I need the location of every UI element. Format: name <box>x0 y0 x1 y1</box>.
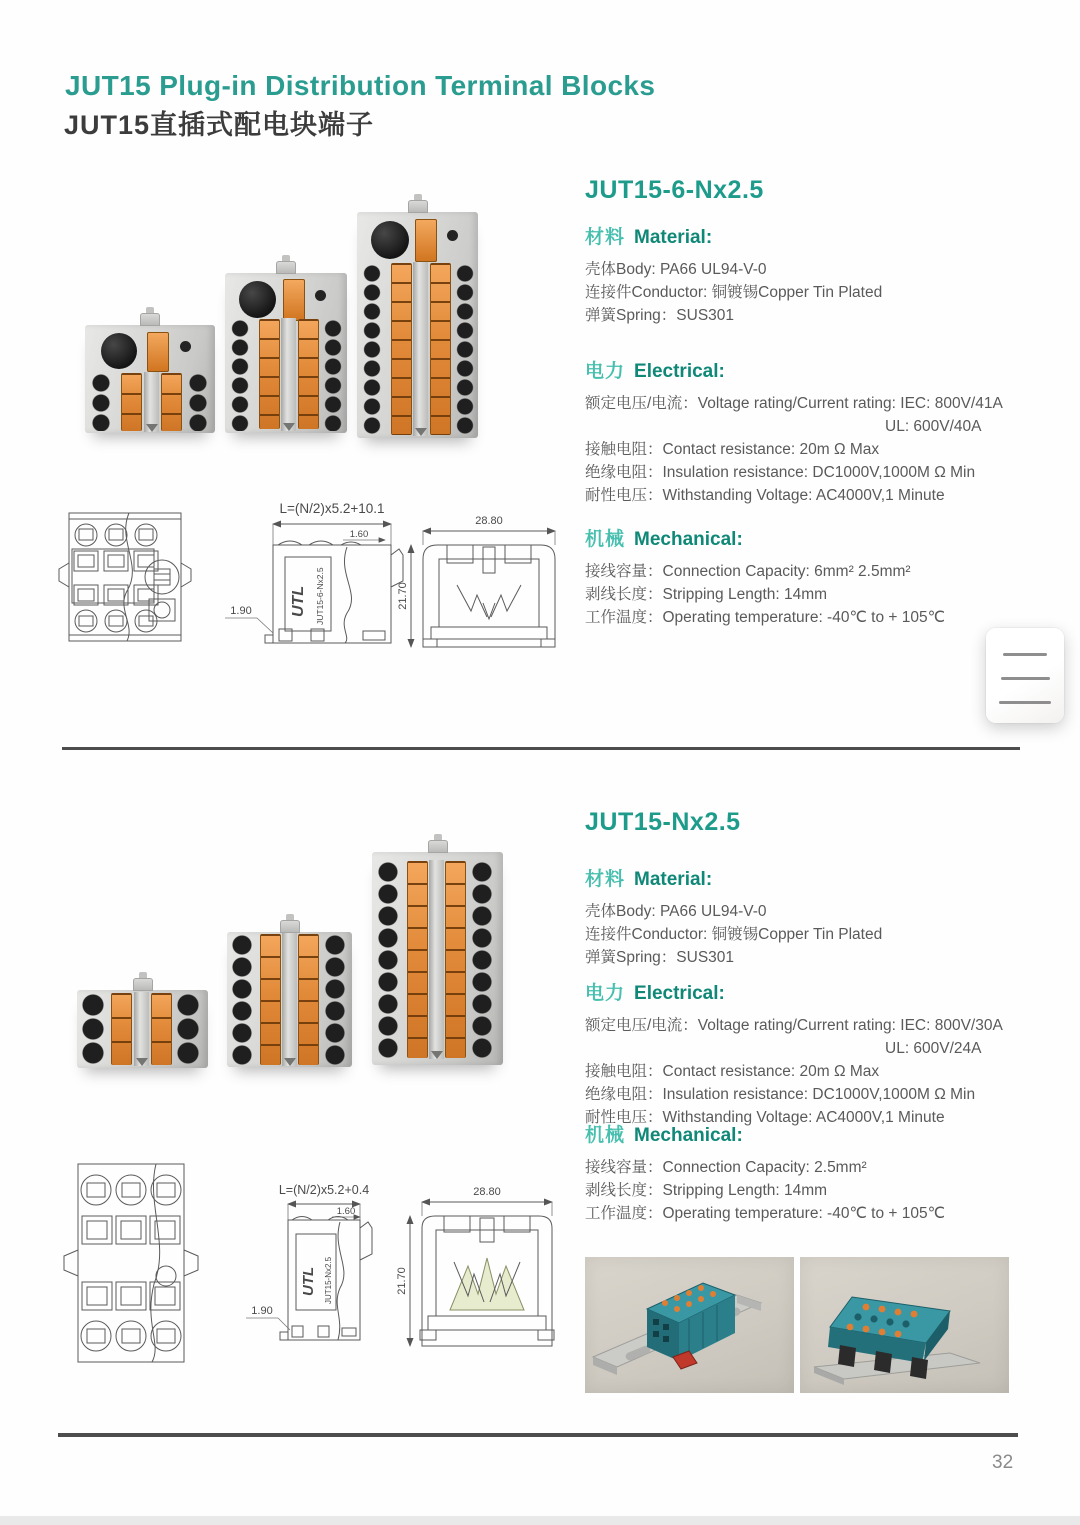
feed-hole <box>239 281 276 318</box>
block-tab <box>276 261 296 274</box>
drawing-cross-section <box>396 1186 554 1346</box>
terminal-block-12p <box>225 273 347 433</box>
clamp-column <box>407 861 428 1058</box>
heading-zh: 机械 <box>585 1125 626 1146</box>
drawing-top-view <box>59 513 191 641</box>
clamp-column <box>260 934 281 1065</box>
terminal-block-18p <box>357 212 478 438</box>
block-tab <box>428 840 448 853</box>
product-photos-jut15-6 <box>60 190 550 480</box>
spec-row: 连接件Conductor: 铜镀锡Copper Tin Plated <box>585 926 883 943</box>
block-tab <box>280 920 300 933</box>
heading-en: Mechanical: <box>634 529 743 550</box>
dim-height: 21.70 <box>396 1267 408 1295</box>
mechanical-heading <box>585 1120 1050 1147</box>
electrical-spec-1 <box>585 356 1050 507</box>
feed-clamp <box>415 219 437 262</box>
spec-row-ul: UL: 600V/24A <box>885 1040 982 1057</box>
mechanical-spec-2 <box>585 1120 1050 1225</box>
test-hole <box>180 341 191 352</box>
spec-row: 接线容量：Connection Capacity: 6mm² 2.5mm² <box>585 563 911 580</box>
feed-clamp <box>147 332 169 372</box>
hole-column <box>320 319 346 431</box>
side-label: JUT15-6-Nx2.5 <box>315 567 325 625</box>
side-label: JUT15-Nx2.5 <box>324 1256 333 1304</box>
spec-row: 剥线长度：Stripping Length: 14mm <box>585 586 828 603</box>
heading-zh: 电力 <box>585 361 626 382</box>
din-rail-render <box>800 1257 1009 1393</box>
clamp-column <box>121 373 142 431</box>
material-spec-1 <box>585 222 1050 327</box>
feed-hole <box>371 221 409 259</box>
dim-width: 28.80 <box>473 1186 501 1198</box>
model-heading-1: JUT15-6-Nx2.5 <box>585 176 764 204</box>
section-divider <box>62 747 1020 750</box>
floating-menu-button[interactable] <box>986 628 1064 723</box>
center-channel <box>134 992 149 1066</box>
clamp-column <box>298 319 319 429</box>
block-tab <box>408 200 428 213</box>
drawing-side-view <box>225 501 403 643</box>
page-title-zh: JUT15直插式配电块端子 <box>64 110 375 140</box>
block-tab <box>133 978 153 991</box>
clamp-column <box>391 263 412 435</box>
dim-length-formula: L=(N/2)x5.2+0.4 <box>278 1183 370 1197</box>
hole-column <box>227 319 253 431</box>
hole-column <box>229 934 255 1066</box>
hole-column <box>185 373 211 431</box>
dim-pin: 1.60 <box>336 1206 356 1217</box>
dim-foot: 1.90 <box>251 1305 273 1317</box>
hole-column <box>469 861 495 1059</box>
spec-row: 剥线长度：Stripping Length: 14mm <box>585 1182 828 1199</box>
center-channel <box>282 933 297 1066</box>
page-title: JUT15 Plug-in Distribution Terminal Blocks <box>65 70 656 101</box>
spec-row: 壳体Body: PA66 UL94-V-0 <box>585 261 767 278</box>
menu-icon <box>986 628 1064 704</box>
dim-foot: 1.90 <box>230 605 252 617</box>
spec-row: 接触电阻：Contact resistance: 20m Ω Max <box>585 1063 880 1080</box>
clamp-column <box>259 319 280 429</box>
center-channel <box>429 860 444 1059</box>
material-heading <box>585 864 1050 891</box>
hole-column <box>80 993 106 1065</box>
spec-row: 耐性电压：Withstanding Voltage: AC4000V,1 Minute <box>585 1109 945 1126</box>
spec-row: 绝缘电阻：Insulation resistance: DC1000V,1000M Ω Min <box>585 1086 976 1103</box>
product-photos-jut15 <box>55 825 555 1115</box>
terminal-block-6p <box>85 325 215 433</box>
drawing-side-view <box>246 1183 372 1340</box>
test-hole <box>315 290 326 301</box>
logo-utl: UTL <box>290 585 307 617</box>
center-channel <box>413 262 428 436</box>
model-heading-2: JUT15-Nx2.5 <box>585 808 741 836</box>
footer-divider <box>58 1433 1018 1437</box>
heading-en: Electrical: <box>634 361 725 382</box>
center-channel <box>144 372 159 432</box>
drawing-top-view <box>64 1164 198 1362</box>
terminal-block-12p <box>227 932 352 1067</box>
heading-en: Material: <box>634 227 713 248</box>
heading-zh: 材料 <box>585 227 626 248</box>
dim-width: 28.80 <box>475 515 503 527</box>
spec-row: 壳体Body: PA66 UL94-V-0 <box>585 903 767 920</box>
application-photo-din-rail-mounted <box>585 1257 794 1393</box>
spec-row: 接线容量：Connection Capacity: 2.5mm² <box>585 1159 867 1176</box>
mechanical-spec-1 <box>585 524 1050 629</box>
application-photo-block-angled <box>800 1257 1009 1393</box>
heading-zh: 材料 <box>585 869 626 890</box>
feed-clamp <box>283 279 305 321</box>
spec-row: 绝缘电阻：Insulation resistance: DC1000V,1000M Ω Min <box>585 464 976 481</box>
clamp-column <box>298 934 319 1065</box>
tech-drawing-jut15 <box>50 1158 565 1373</box>
hole-column <box>375 861 401 1059</box>
hole-column <box>322 934 348 1066</box>
electrical-spec-2 <box>585 978 1050 1129</box>
spec-row-ul: UL: 600V/40A <box>885 418 982 435</box>
page-number: 32 <box>992 1452 1014 1473</box>
heading-en: Mechanical: <box>634 1125 743 1146</box>
hole-column <box>452 264 478 435</box>
spec-row: 耐性电压：Withstanding Voltage: AC4000V,1 Minute <box>585 487 945 504</box>
spec-row: 连接件Conductor: 铜镀锡Copper Tin Plated <box>585 284 883 301</box>
material-heading <box>585 222 1050 249</box>
electrical-heading <box>585 356 1050 383</box>
spec-row: 接触电阻：Contact resistance: 20m Ω Max <box>585 441 880 458</box>
hole-column <box>359 264 385 435</box>
dim-pin: 1.60 <box>349 529 369 540</box>
heading-zh: 电力 <box>585 983 626 1004</box>
terminal-block-18p <box>372 852 503 1065</box>
terminal-block-6p <box>77 990 208 1068</box>
drawing-cross-section <box>397 515 555 647</box>
dim-length-formula: L=(N/2)x5.2+10.1 <box>279 501 385 516</box>
clamp-column <box>111 993 132 1065</box>
tech-drawing-jut15-6 <box>55 497 560 667</box>
logo-utl: UTL <box>300 1266 317 1296</box>
clamp-column <box>430 263 451 435</box>
material-spec-2 <box>585 864 1050 969</box>
bottom-strip <box>0 1516 1080 1525</box>
spec-row: 额定电压/电流：Voltage rating/Current rating: IEC: 800V/41A <box>585 395 1003 412</box>
spec-row: 工作温度：Operating temperature: -40℃ to + 105℃ <box>585 1205 946 1222</box>
hole-column <box>88 373 114 431</box>
feed-hole <box>101 333 137 369</box>
hole-column <box>175 993 201 1065</box>
dim-height: 21.70 <box>397 582 409 610</box>
block-tab <box>140 313 160 326</box>
spec-row: 弹簧Spring：SUS301 <box>585 949 735 966</box>
din-rail-render <box>585 1257 794 1393</box>
spec-row: 额定电压/电流：Voltage rating/Current rating: IEC: 800V/30A <box>585 1017 1003 1034</box>
heading-en: Material: <box>634 869 713 890</box>
mechanical-heading <box>585 524 1050 551</box>
test-hole <box>447 230 458 241</box>
clamp-column <box>161 373 182 431</box>
clamp-column <box>151 993 172 1065</box>
electrical-heading <box>585 978 1050 1005</box>
heading-zh: 机械 <box>585 529 626 550</box>
spec-row: 弹簧Spring：SUS301 <box>585 307 735 324</box>
clamp-column <box>445 861 466 1058</box>
center-channel <box>281 318 296 431</box>
spec-row: 工作温度：Operating temperature: -40℃ to + 105℃ <box>585 609 946 626</box>
heading-en: Electrical: <box>634 983 725 1004</box>
